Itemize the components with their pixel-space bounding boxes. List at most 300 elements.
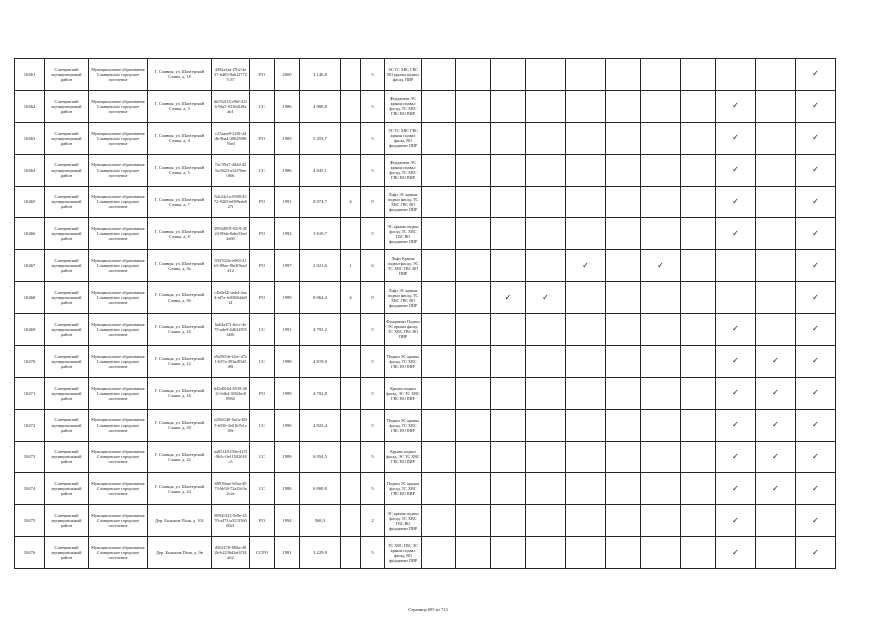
row-number-cell: 10472 bbox=[15, 410, 45, 442]
floors-cell: 5 bbox=[361, 91, 385, 123]
empty-mark-cell bbox=[756, 155, 796, 187]
check-mark-icon: ✓ bbox=[491, 282, 526, 314]
empty-mark-cell bbox=[422, 91, 456, 123]
empty-mark-cell bbox=[491, 378, 526, 410]
guid-cell: 4392a1aa-f7b2-4a37-b465-9ab127727c37 bbox=[212, 59, 250, 91]
empty-mark-cell bbox=[491, 218, 526, 250]
check-mark-icon: ✓ bbox=[756, 346, 796, 378]
empty-mark-cell bbox=[756, 59, 796, 91]
guid-cell: e256f140-0a1a-48f5-b530-3e01b7b1e38e bbox=[212, 410, 250, 442]
empty-mark-cell bbox=[422, 59, 456, 91]
empty-mark-cell bbox=[641, 378, 681, 410]
district-cell: Сланцевский муниципальный район bbox=[45, 187, 89, 219]
lifts-cell bbox=[341, 59, 361, 91]
district-cell: Сланцевский муниципальный район bbox=[45, 314, 89, 346]
check-mark-icon: ✓ bbox=[716, 346, 756, 378]
empty-mark-cell bbox=[681, 282, 716, 314]
check-mark-icon: ✓ bbox=[796, 378, 836, 410]
floors-cell: 5 bbox=[361, 314, 385, 346]
empty-mark-cell bbox=[456, 282, 491, 314]
check-mark-icon: ✓ bbox=[716, 442, 756, 474]
check-mark-icon: ✓ bbox=[796, 346, 836, 378]
empty-mark-cell bbox=[681, 410, 716, 442]
check-mark-icon: ✓ bbox=[716, 187, 756, 219]
lifts-cell bbox=[341, 442, 361, 474]
empty-mark-cell bbox=[641, 91, 681, 123]
empty-mark-cell bbox=[681, 123, 716, 155]
empty-mark-cell bbox=[456, 378, 491, 410]
empty-mark-cell bbox=[716, 59, 756, 91]
guid-cell: c4b0ef2f-aeb4-4aa4-af7a-fe0368dda9f4 bbox=[212, 282, 250, 314]
address-cell: Дер. Большие Поля, д. 101 bbox=[148, 505, 212, 537]
address-cell: Г. Сланцы, ул. Шахтерской Славы, д. 7 bbox=[148, 187, 212, 219]
empty-mark-cell bbox=[681, 314, 716, 346]
area-cell: 6 000,8 bbox=[300, 473, 341, 505]
type-cell: СС bbox=[250, 473, 275, 505]
works-cell: Фундамент ЭС крыша подвал фасад, ТС ХВС ГВС ВО ПИР bbox=[385, 91, 422, 123]
empty-mark-cell bbox=[606, 250, 641, 282]
lifts-cell bbox=[341, 346, 361, 378]
check-mark-icon: ✓ bbox=[716, 123, 756, 155]
empty-mark-cell bbox=[606, 442, 641, 474]
floors-cell: 5 bbox=[361, 442, 385, 474]
empty-mark-cell bbox=[641, 123, 681, 155]
empty-mark-cell bbox=[566, 410, 606, 442]
floors-cell: 9 bbox=[361, 187, 385, 219]
empty-mark-cell bbox=[681, 218, 716, 250]
year-cell: 1991 bbox=[275, 314, 300, 346]
empty-mark-cell bbox=[422, 314, 456, 346]
check-mark-icon: ✓ bbox=[796, 123, 836, 155]
area-cell: 4 819,0 bbox=[300, 346, 341, 378]
empty-mark-cell bbox=[566, 378, 606, 410]
empty-mark-cell bbox=[756, 537, 796, 569]
works-cell: Подвал ЭС крыша фасад, ТС ХВС ГВС ВО ПИР bbox=[385, 410, 422, 442]
empty-mark-cell bbox=[756, 250, 796, 282]
municipality-cell: Муниципальное образование Сланцевское городское поселение bbox=[89, 187, 148, 219]
empty-mark-cell bbox=[491, 410, 526, 442]
guid-cell: db552f14-e90f-41f6-94a7-9236d1f8aab1 bbox=[212, 91, 250, 123]
empty-mark-cell bbox=[422, 473, 456, 505]
check-mark-icon: ✓ bbox=[796, 537, 836, 569]
address-cell: Г. Сланцы, ул. Шахтерской Славы, д. 9б bbox=[148, 282, 212, 314]
floors-cell: 5 bbox=[361, 155, 385, 187]
guid-cell: 5dc24c1a-0580-4572-92f0-fe099eda927f bbox=[212, 187, 250, 219]
empty-mark-cell bbox=[641, 505, 681, 537]
check-mark-icon: ✓ bbox=[716, 473, 756, 505]
empty-mark-cell bbox=[716, 282, 756, 314]
empty-mark-cell bbox=[566, 473, 606, 505]
address-cell: Г. Сланцы, ул. Шахтерской Славы, д. 16 bbox=[148, 378, 212, 410]
empty-mark-cell bbox=[566, 187, 606, 219]
floors-cell: 5 bbox=[361, 346, 385, 378]
empty-mark-cell bbox=[756, 505, 796, 537]
check-mark-icon: ✓ bbox=[716, 537, 756, 569]
check-mark-icon: ✓ bbox=[756, 378, 796, 410]
empty-mark-cell bbox=[422, 442, 456, 474]
floors-cell: 5 bbox=[361, 218, 385, 250]
empty-mark-cell bbox=[681, 59, 716, 91]
empty-mark-cell bbox=[681, 473, 716, 505]
empty-mark-cell bbox=[422, 537, 456, 569]
row-number-cell: 10468 bbox=[15, 282, 45, 314]
empty-mark-cell bbox=[681, 378, 716, 410]
works-cell: Фундамент ЭС крыша подвал фасад, ТС ХВС ГВС ВО ПИР bbox=[385, 155, 422, 187]
empty-mark-cell bbox=[526, 537, 566, 569]
year-cell: 1994 bbox=[275, 505, 300, 537]
lifts-cell: 1 bbox=[341, 250, 361, 282]
empty-mark-cell bbox=[606, 218, 641, 250]
empty-mark-cell bbox=[456, 187, 491, 219]
check-mark-icon: ✓ bbox=[796, 282, 836, 314]
check-mark-icon: ✓ bbox=[756, 410, 796, 442]
empty-mark-cell bbox=[681, 155, 716, 187]
empty-mark-cell bbox=[606, 314, 641, 346]
guid-cell: 642d0164-6539-4011-b4b4-395f4edf8960 bbox=[212, 378, 250, 410]
area-cell: 4 900,8 bbox=[300, 91, 341, 123]
floors-cell: 5 bbox=[361, 473, 385, 505]
floors-cell: 5 bbox=[361, 59, 385, 91]
works-cell: Подвал ЭС крыша фасад, ТС ХВС ГВС ВО ПИР bbox=[385, 346, 422, 378]
empty-mark-cell bbox=[422, 505, 456, 537]
empty-mark-cell bbox=[526, 123, 566, 155]
check-mark-icon: ✓ bbox=[756, 442, 796, 474]
year-cell: 1988 bbox=[275, 473, 300, 505]
empty-mark-cell bbox=[681, 442, 716, 474]
empty-mark-cell bbox=[456, 410, 491, 442]
row-number-cell: 10464 bbox=[15, 155, 45, 187]
empty-mark-cell bbox=[681, 505, 716, 537]
empty-mark-cell bbox=[491, 155, 526, 187]
empty-mark-cell bbox=[491, 473, 526, 505]
empty-mark-cell bbox=[606, 537, 641, 569]
lifts-cell bbox=[341, 123, 361, 155]
area-cell: 3 610,7 bbox=[300, 218, 341, 250]
floors-cell: 9 bbox=[361, 282, 385, 314]
empty-mark-cell bbox=[456, 473, 491, 505]
empty-mark-cell bbox=[456, 250, 491, 282]
row-number-cell: 10467 bbox=[15, 250, 45, 282]
empty-mark-cell bbox=[526, 346, 566, 378]
check-mark-icon: ✓ bbox=[716, 410, 756, 442]
empty-mark-cell bbox=[641, 187, 681, 219]
district-cell: Сланцевский муниципальный район bbox=[45, 346, 89, 378]
empty-mark-cell bbox=[566, 537, 606, 569]
district-cell: Сланцевский муниципальный район bbox=[45, 410, 89, 442]
row-number-cell: 10462 bbox=[15, 91, 45, 123]
empty-mark-cell bbox=[526, 218, 566, 250]
guid-cell: aa93128-f50a-41f3-9b5c-0e11502618c3 bbox=[212, 442, 250, 474]
empty-mark-cell bbox=[566, 59, 606, 91]
area-cell: 4 793,2 bbox=[300, 314, 341, 346]
empty-mark-cell bbox=[456, 123, 491, 155]
lifts-cell bbox=[341, 314, 361, 346]
empty-mark-cell bbox=[456, 91, 491, 123]
empty-mark-cell bbox=[491, 187, 526, 219]
guid-cell: 2993d919-8219-4524-90da-0abe53ed2e60 bbox=[212, 218, 250, 250]
empty-mark-cell bbox=[606, 505, 641, 537]
lifts-cell bbox=[341, 155, 361, 187]
empty-mark-cell bbox=[756, 123, 796, 155]
district-cell: Сланцевский муниципальный район bbox=[45, 123, 89, 155]
municipality-cell: Муниципальное образование Сланцевское городское поселение bbox=[89, 537, 148, 569]
empty-mark-cell bbox=[491, 314, 526, 346]
area-cell: 6 054,5 bbox=[300, 442, 341, 474]
municipality-cell: Муниципальное образование Сланцевское городское поселение bbox=[89, 250, 148, 282]
row-number-cell: 10463 bbox=[15, 123, 45, 155]
municipality-cell: Муниципальное образование Сланцевское городское поселение bbox=[89, 473, 148, 505]
empty-mark-cell bbox=[641, 59, 681, 91]
area-cell: 4 823,4 bbox=[300, 410, 341, 442]
lifts-cell bbox=[341, 378, 361, 410]
empty-mark-cell bbox=[526, 314, 566, 346]
floors-cell: 5 bbox=[361, 410, 385, 442]
empty-mark-cell bbox=[641, 410, 681, 442]
check-mark-icon: ✓ bbox=[716, 218, 756, 250]
type-cell: СС bbox=[250, 346, 275, 378]
empty-mark-cell bbox=[681, 187, 716, 219]
empty-mark-cell bbox=[641, 537, 681, 569]
empty-mark-cell bbox=[526, 442, 566, 474]
check-mark-icon: ✓ bbox=[796, 473, 836, 505]
lifts-cell bbox=[341, 537, 361, 569]
empty-mark-cell bbox=[641, 155, 681, 187]
floors-cell: 6 bbox=[361, 250, 385, 282]
municipality-cell: Муниципальное образование Сланцевское городское поселение bbox=[89, 442, 148, 474]
district-cell: Сланцевский муниципальный район bbox=[45, 218, 89, 250]
area-cell: 8 064,4 bbox=[300, 282, 341, 314]
type-cell: СС bbox=[250, 442, 275, 474]
empty-mark-cell bbox=[566, 442, 606, 474]
empty-mark-cell bbox=[422, 187, 456, 219]
empty-mark-cell bbox=[606, 187, 641, 219]
year-cell: 1989 bbox=[275, 442, 300, 474]
empty-mark-cell bbox=[456, 59, 491, 91]
works-cell: Лифт Крыша подвал фасад, ЭС ТС ХВС ГВС ВО ПИР bbox=[385, 250, 422, 282]
check-mark-icon: ✓ bbox=[796, 314, 836, 346]
empty-mark-cell bbox=[606, 123, 641, 155]
empty-mark-cell bbox=[456, 314, 491, 346]
empty-mark-cell bbox=[566, 505, 606, 537]
empty-mark-cell bbox=[566, 314, 606, 346]
address-cell: Г. Сланцы, ул. Шахтерской Славы, д. 18 bbox=[148, 59, 212, 91]
address-cell: Г. Сланцы, ул. Шахтерской Славы, д. 24 bbox=[148, 473, 212, 505]
type-cell: РО bbox=[250, 505, 275, 537]
empty-mark-cell bbox=[526, 250, 566, 282]
municipality-cell: Муниципальное образование Сланцевское городское поселение bbox=[89, 410, 148, 442]
district-cell: Сланцевский муниципальный район bbox=[45, 155, 89, 187]
type-cell: СС bbox=[250, 410, 275, 442]
works-cell: Крыша подвал фасад, ЭС ТС ХВС ГВС ВО ПИР bbox=[385, 442, 422, 474]
row-number-cell: 10469 bbox=[15, 314, 45, 346]
type-cell: РО bbox=[250, 59, 275, 91]
municipality-cell: Муниципальное образование Сланцевское городское поселение bbox=[89, 123, 148, 155]
empty-mark-cell bbox=[756, 91, 796, 123]
works-cell: Лифт ЭС крыша подвал фасад, ТС ХВС ГВС ВО фундамент ПИР bbox=[385, 187, 422, 219]
empty-mark-cell bbox=[606, 91, 641, 123]
district-cell: Сланцевский муниципальный район bbox=[45, 91, 89, 123]
municipality-cell: Муниципальное образование Сланцевское городское поселение bbox=[89, 314, 148, 346]
check-mark-icon: ✓ bbox=[796, 155, 836, 187]
type-cell: РО bbox=[250, 218, 275, 250]
check-mark-icon: ✓ bbox=[796, 59, 836, 91]
check-mark-icon: ✓ bbox=[796, 218, 836, 250]
lifts-cell bbox=[341, 410, 361, 442]
empty-mark-cell bbox=[641, 442, 681, 474]
district-cell: Сланцевский муниципальный район bbox=[45, 442, 89, 474]
works-cell: Крыша подвал фасад, ЭС ТС ХВС ГВС ВО ПИР bbox=[385, 378, 422, 410]
municipality-cell: Муниципальное образование Сланцевское городское поселение bbox=[89, 378, 148, 410]
check-mark-icon: ✓ bbox=[566, 250, 606, 282]
lifts-cell: 4 bbox=[341, 282, 361, 314]
empty-mark-cell bbox=[422, 282, 456, 314]
empty-mark-cell bbox=[606, 282, 641, 314]
page-footer: Страница 695 из 713 bbox=[408, 607, 448, 612]
year-cell: 1986 bbox=[275, 155, 300, 187]
empty-mark-cell bbox=[491, 346, 526, 378]
type-cell: СС bbox=[250, 155, 275, 187]
empty-mark-cell bbox=[456, 155, 491, 187]
type-cell: РО bbox=[250, 187, 275, 219]
empty-mark-cell bbox=[566, 218, 606, 250]
row-number-cell: 10465 bbox=[15, 187, 45, 219]
empty-mark-cell bbox=[606, 59, 641, 91]
address-cell: Дер. Большие Поля, д. 9в bbox=[148, 537, 212, 569]
municipality-cell: Муниципальное образование Сланцевское городское поселение bbox=[89, 218, 148, 250]
housing-table bbox=[14, 58, 836, 569]
empty-mark-cell bbox=[422, 123, 456, 155]
works-cell: ТС ХВС ГВС ЭС крыша подвал фасад, ВО фундамент ПИР bbox=[385, 537, 422, 569]
empty-mark-cell bbox=[606, 346, 641, 378]
lifts-cell bbox=[341, 218, 361, 250]
check-mark-icon: ✓ bbox=[526, 282, 566, 314]
year-cell: 1997 bbox=[275, 250, 300, 282]
empty-mark-cell bbox=[456, 537, 491, 569]
address-cell: Г. Сланцы, ул. Шахтерской Славы, д. 12 bbox=[148, 346, 212, 378]
empty-mark-cell bbox=[526, 155, 566, 187]
empty-mark-cell bbox=[606, 410, 641, 442]
empty-mark-cell bbox=[756, 282, 796, 314]
area-cell: 8 074,7 bbox=[300, 187, 341, 219]
year-cell: 1981 bbox=[275, 537, 300, 569]
row-number-cell: 10473 bbox=[15, 442, 45, 474]
address-cell: Г. Сланцы, ул. Шахтерской Славы, д. 10 bbox=[148, 314, 212, 346]
address-cell: Г. Сланцы, ул. Шахтерской Славы, д. 5 bbox=[148, 155, 212, 187]
type-cell: РО bbox=[250, 378, 275, 410]
guid-cell: e9a595de-f2ec-47a1-b57a-393af83d5d9f bbox=[212, 346, 250, 378]
row-number-cell: 10474 bbox=[15, 473, 45, 505]
row-number-cell: 10471 bbox=[15, 378, 45, 410]
district-cell: Сланцевский муниципальный район bbox=[45, 282, 89, 314]
empty-mark-cell bbox=[491, 91, 526, 123]
empty-mark-cell bbox=[606, 155, 641, 187]
year-cell: 2000 bbox=[275, 59, 300, 91]
empty-mark-cell bbox=[716, 250, 756, 282]
row-number-cell: 10476 bbox=[15, 537, 45, 569]
guid-cell: b8970eae-b9aa-4973-bb50-72a33c9a2c2a bbox=[212, 473, 250, 505]
area-cell: 3 229,8 bbox=[300, 537, 341, 569]
check-mark-icon: ✓ bbox=[716, 505, 756, 537]
empty-mark-cell bbox=[422, 410, 456, 442]
guid-cell: 98941323-5e9e-4570-a473-a31133606021 bbox=[212, 505, 250, 537]
district-cell: Сланцевский муниципальный район bbox=[45, 537, 89, 569]
area-cell: 4 845,1 bbox=[300, 155, 341, 187]
district-cell: Сланцевский муниципальный район bbox=[45, 505, 89, 537]
row-number-cell: 10466 bbox=[15, 218, 45, 250]
works-cell: Подвал ЭС крыша фасад, ТС ХВС ГВС ВО ПИР bbox=[385, 473, 422, 505]
works-cell: ЭС ТС ХВС ГВС крыша подвал фасад, ВО фундамент ПИР bbox=[385, 123, 422, 155]
empty-mark-cell bbox=[681, 537, 716, 569]
empty-mark-cell bbox=[422, 378, 456, 410]
district-cell: Сланцевский муниципальный район bbox=[45, 473, 89, 505]
empty-mark-cell bbox=[526, 505, 566, 537]
area-cell: 5 453,7 bbox=[300, 123, 341, 155]
check-mark-icon: ✓ bbox=[716, 378, 756, 410]
year-cell: 1988 bbox=[275, 346, 300, 378]
municipality-cell: Муниципальное образование Сланцевское городское поселение bbox=[89, 505, 148, 537]
type-cell: СС bbox=[250, 91, 275, 123]
works-cell: Лифт ЭС крыша подвал фасад, ТС ХВС ГВС ВО фундамент ПИР bbox=[385, 282, 422, 314]
empty-mark-cell bbox=[491, 505, 526, 537]
empty-mark-cell bbox=[491, 250, 526, 282]
check-mark-icon: ✓ bbox=[716, 314, 756, 346]
type-cell: ССРО bbox=[250, 537, 275, 569]
lifts-cell: 4 bbox=[341, 187, 361, 219]
address-cell: Г. Сланцы, ул. Шахтерской Славы, д. 3 bbox=[148, 91, 212, 123]
empty-mark-cell bbox=[491, 442, 526, 474]
address-cell: Г. Сланцы, ул. Шахтерской Славы, д. 9а bbox=[148, 250, 212, 282]
empty-mark-cell bbox=[491, 59, 526, 91]
lifts-cell bbox=[341, 473, 361, 505]
year-cell: 1986 bbox=[275, 91, 300, 123]
check-mark-icon: ✓ bbox=[641, 250, 681, 282]
floors-cell: 5 bbox=[361, 537, 385, 569]
type-cell: РО bbox=[250, 282, 275, 314]
empty-mark-cell bbox=[526, 187, 566, 219]
check-mark-icon: ✓ bbox=[796, 505, 836, 537]
empty-mark-cell bbox=[526, 378, 566, 410]
empty-mark-cell bbox=[566, 91, 606, 123]
address-cell: Г. Сланцы, ул. Шахтерской Славы, д. 4 bbox=[148, 123, 212, 155]
year-cell: 1983 bbox=[275, 123, 300, 155]
empty-mark-cell bbox=[756, 314, 796, 346]
empty-mark-cell bbox=[641, 218, 681, 250]
empty-mark-cell bbox=[566, 155, 606, 187]
guid-cell: 6a02a372-6ecc-4e75-ade9-4db32595f456 bbox=[212, 314, 250, 346]
row-number-cell: 10461 bbox=[15, 59, 45, 91]
empty-mark-cell bbox=[526, 59, 566, 91]
type-cell: РО bbox=[250, 123, 275, 155]
check-mark-icon: ✓ bbox=[796, 250, 836, 282]
empty-mark-cell bbox=[422, 346, 456, 378]
check-mark-icon: ✓ bbox=[756, 473, 796, 505]
empty-mark-cell bbox=[681, 91, 716, 123]
guid-cell: c27aaee9-229f-44db-9ba4-2864598f76ed bbox=[212, 123, 250, 155]
empty-mark-cell bbox=[422, 218, 456, 250]
check-mark-icon: ✓ bbox=[796, 91, 836, 123]
guid-cell: d56217ff-808a-492b-b2236d2af67f4a62 bbox=[212, 537, 250, 569]
empty-mark-cell bbox=[456, 505, 491, 537]
empty-mark-cell bbox=[526, 410, 566, 442]
municipality-cell: Муниципальное образование Сланцевское городское поселение bbox=[89, 346, 148, 378]
floors-cell: 5 bbox=[361, 123, 385, 155]
empty-mark-cell bbox=[606, 473, 641, 505]
check-mark-icon: ✓ bbox=[796, 410, 836, 442]
district-cell: Сланцевский муниципальный район bbox=[45, 250, 89, 282]
empty-mark-cell bbox=[491, 123, 526, 155]
year-cell: 1992 bbox=[275, 218, 300, 250]
check-mark-icon: ✓ bbox=[716, 155, 756, 187]
